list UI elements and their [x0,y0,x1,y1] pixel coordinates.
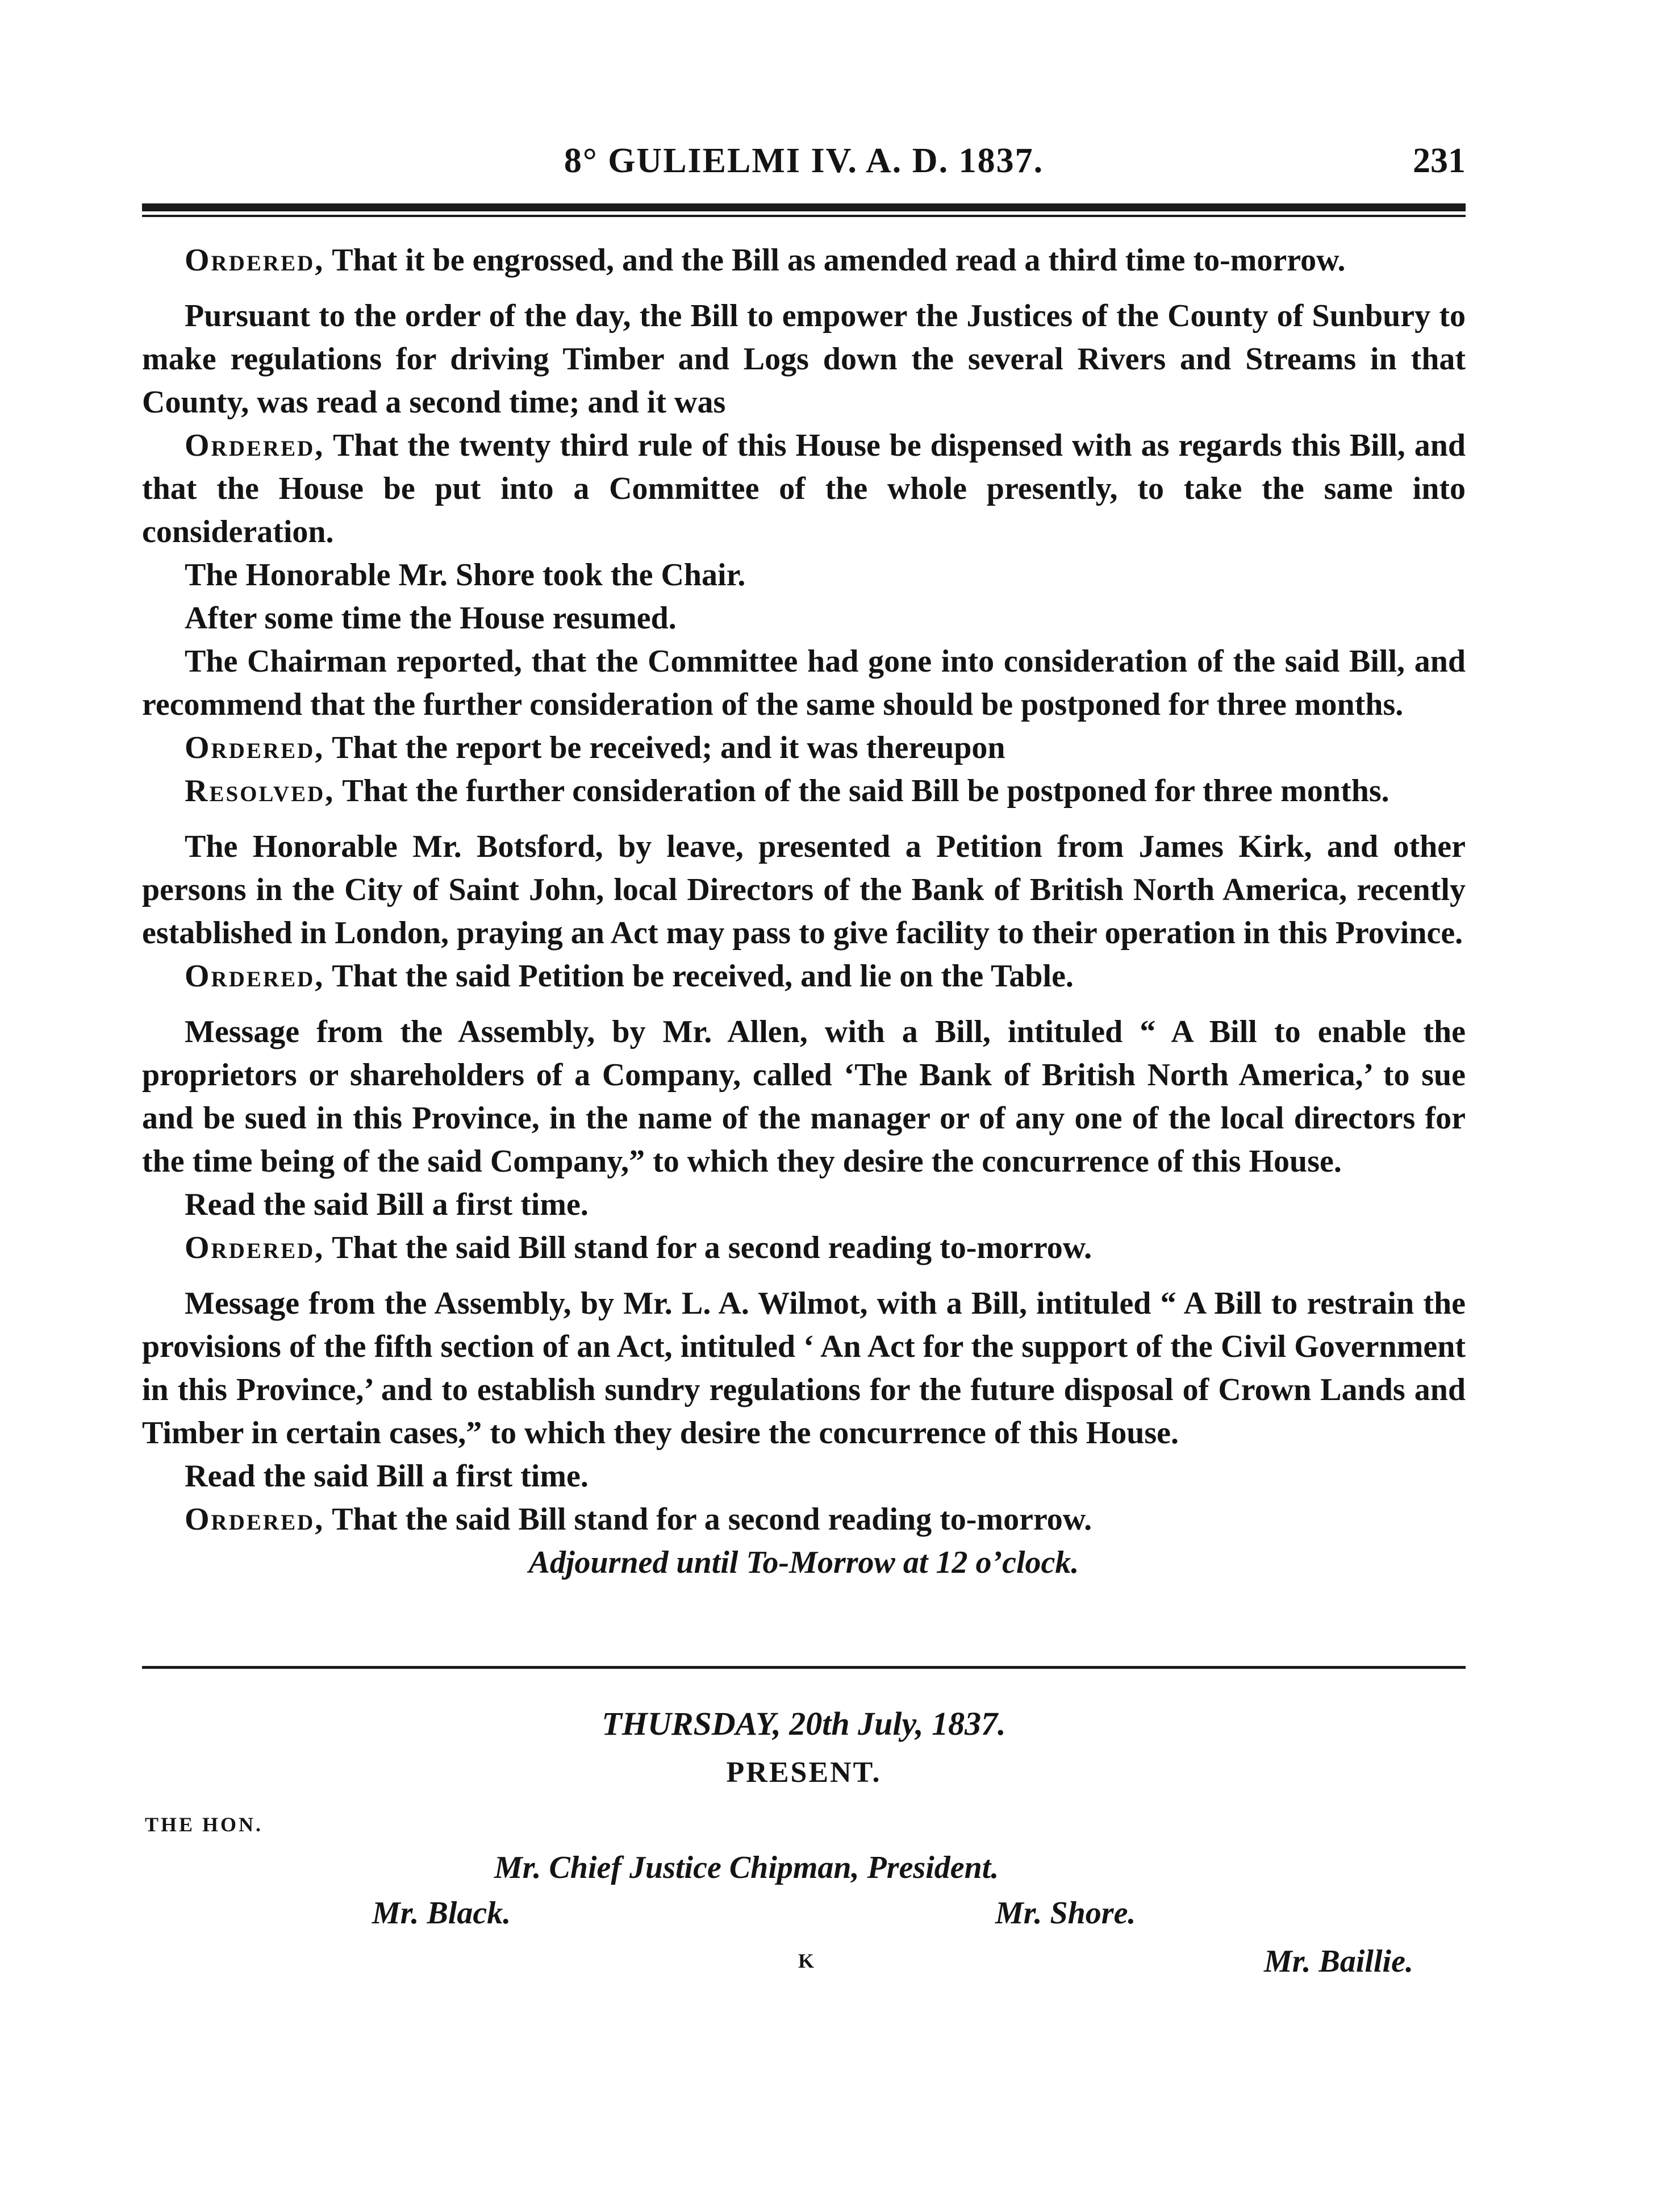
paragraph [142,294,1466,424]
paragraph-text: Read the said Bill a first time. [185,1459,589,1494]
paragraph-text: That the said Bill stand for a second reading to-morrow. [324,1230,1092,1265]
paragraph-lead: Ordered, [185,428,325,463]
paragraph-text: That the said Bill stand for a second reading to-morrow. [324,1502,1092,1537]
paragraph [142,640,1466,726]
present-label: PRESENT. [726,1756,882,1789]
member-president: Mr. Chief Justice Chipman, President. [494,1850,999,1885]
day-heading: THURSDAY, 20th July, 1837. [602,1705,1006,1742]
paragraph [142,769,1466,813]
member-baillie: Mr. Baillie. [1264,1944,1413,1979]
paragraph [142,1226,1466,1269]
member-shore: Mr. Shore. [995,1896,1136,1931]
paragraph [142,825,1466,955]
paragraph [142,553,1466,597]
page-number: 231 [1413,141,1466,180]
section-divider-rule [142,1666,1466,1669]
paragraph [142,955,1466,998]
paragraph-text: That the report be received; and it was thereupon [324,730,1005,765]
paragraph-lead: Ordered, [185,1502,325,1537]
running-header [142,141,1466,192]
member-black: Mr. Black. [372,1896,511,1931]
paragraph-lead: Resolved, [185,773,335,809]
paragraph [142,1282,1466,1455]
paragraph [142,239,1466,282]
paragraph [142,1010,1466,1183]
the-hon-label: THE HON. [145,1813,264,1836]
header-rule-thick [142,203,1466,211]
paragraph-text: That the further consideration of the said Bill be postponed for three months. [335,773,1389,809]
proceedings-text [142,239,1466,1584]
paragraph-text: That the twenty third rule of this House be dispensed with as regards this Bill, and that the House be put into a Committee of the whole presently, to take the same into consideration. [142,428,1466,549]
paragraph-text: The Honorable Mr. Botsford, by leave, presented a Petition from James Kirk, and other persons in the City of Saint John, local Directors of the Bank of British North America, recently established in London, praying an Act may pass to give facility to their operation in this Province. [142,829,1466,951]
paragraph [142,1498,1466,1541]
signature-mark: K [798,1949,816,1972]
paragraph-text: After some time the House resumed. [185,601,677,636]
header-title: 8° GULIELMI IV. A. D. 1837. [564,141,1044,180]
paragraph-text: That the said Petition be received, and lie on the Table. [324,959,1074,994]
paragraph-lead: Ordered, [185,1230,325,1265]
paragraph [142,1183,1466,1226]
paragraph-text: Read the said Bill a first time. [185,1187,589,1222]
paragraph-text: Message from the Assembly, by Mr. Allen, with a Bill, intituled “ A Bill to enable the proprietors or shareholders of a Company, called ‘The Bank of British North America,’ to sue and be sued in this Province, in the name of the manager or of any one of the local directors for the time being of the said Company,” to which they desire the concurrence of this House. [142,1014,1466,1179]
paragraph-text: That it be engrossed, and the Bill as amended read a third time to-morrow. [324,243,1346,278]
paragraph-lead: Ordered, [185,730,325,765]
adjournment-line: Adjourned until To-Morrow at 12 o’clock. [528,1545,1079,1580]
paragraph [142,726,1466,769]
paragraph-text: Pursuant to the order of the day, the Bill to empower the Justices of the County of Sunbury to make regulations for driving Timber and Logs down the several Rivers and Streams in that County, was read a second time; and it was [142,298,1466,420]
paragraph-text: The Honorable Mr. Shore took the Chair. [185,557,746,593]
paragraph-lead: Ordered, [185,243,325,278]
paragraph-text: Message from the Assembly, by Mr. L. A. Wilmot, with a Bill, intituled “ A Bill to restrain the provisions of the fifth section of an Act, intituled ‘ An Act for the support of the Civil Government in this Province,’ and to establish sundry regulations for the future disposal of Crown Lands and Timber in certain cases,” to which they desire the concurrence of this House. [142,1286,1466,1451]
paragraph [142,597,1466,640]
paragraph [142,424,1466,553]
paragraph-lead: Ordered, [185,959,325,994]
header-rule-thin [142,215,1466,217]
paragraph-text: The Chairman reported, that the Committee had gone into consideration of the said Bill, and recommend that the further consideration of the same should be postponed for three months. [142,644,1466,722]
paragraph [142,1455,1466,1498]
